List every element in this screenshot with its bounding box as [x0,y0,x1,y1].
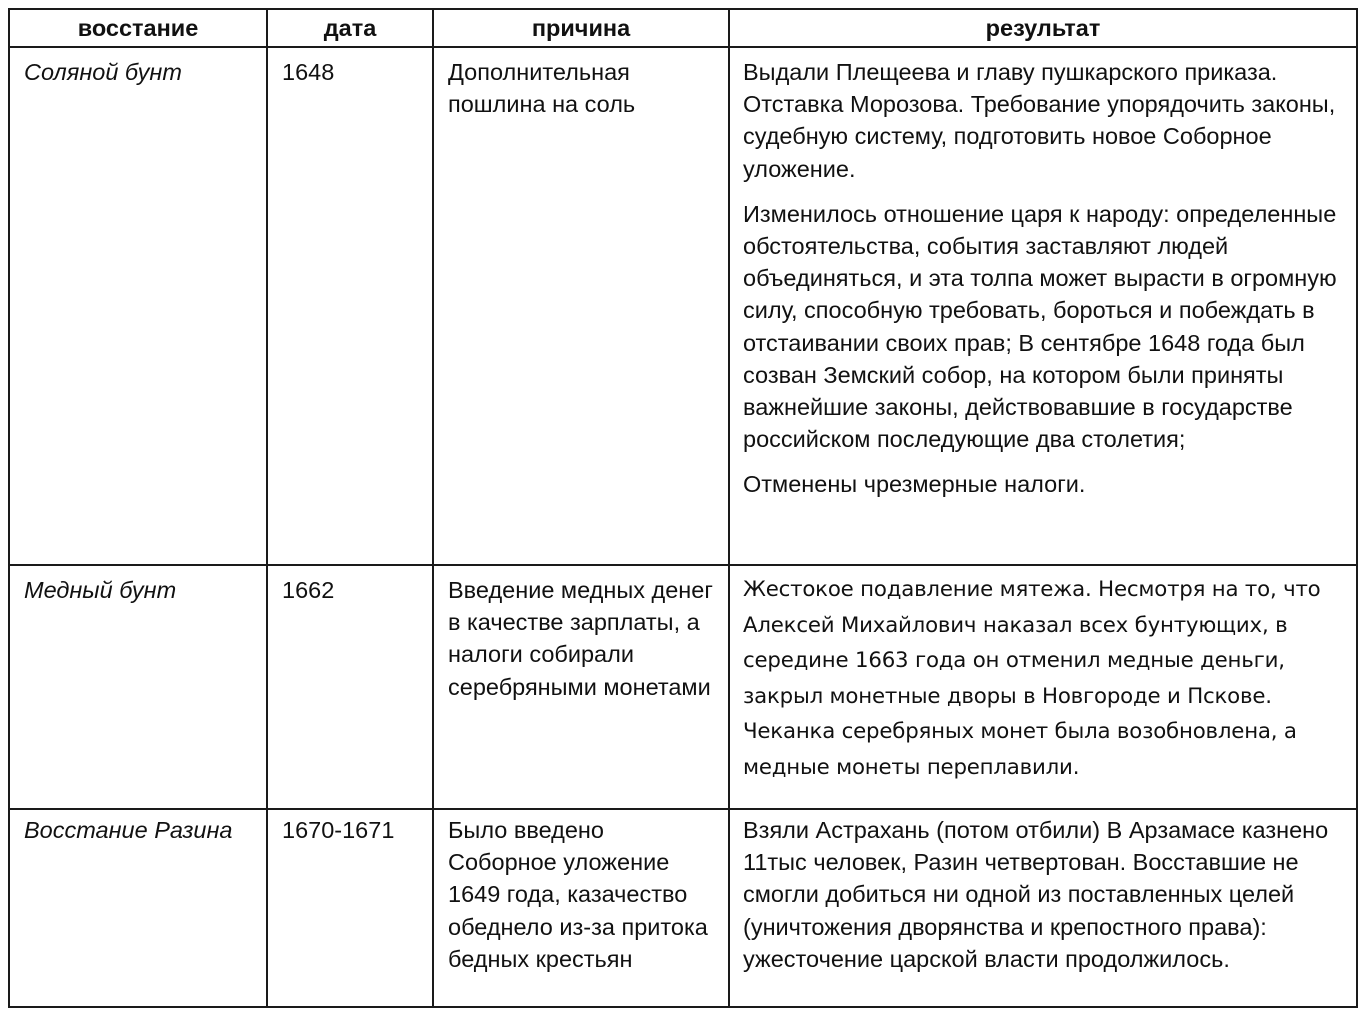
header-row [9,9,1357,47]
result-paragraph: Взяли Астрахань (потом отбили) В Арзамасе казнено 11тыс человек, Разин четвертован. Восставшие не смогли добиться ни одной из поставленных целей (уничтожения дворянства и крепостного права): ужесточение царской власти продолжилось. [743,817,1329,972]
result-paragraph: Жестокое подавление мятежа. Несмотря на то, что Алексей Михайлович наказал всех бунтующих, в середине 1663 года он отменил медные деньги, закрыл монетные дворы в Новгороде и Пскове. Чеканка серебряных монет была возобновлена, а медные монеты переплавили. [743,577,1321,780]
date-cell [267,809,433,1007]
result-paragraph: Отменены чрезмерные налоги. [743,471,1086,498]
table-row [9,809,1357,1007]
cause-cell [433,47,729,565]
uprisings-table [8,8,1358,1008]
uprising-cell [9,47,267,565]
result-cell [729,47,1357,565]
cause-cell [433,809,729,1007]
result-cell [729,565,1357,809]
uprising-date: 1670-1671 [282,817,395,843]
table-row [9,565,1357,809]
header-uprising: восстание [9,9,267,47]
uprising-name: Восстание Разина [24,817,233,843]
header-result: результат [729,9,1357,47]
uprising-date: 1648 [282,59,335,85]
cause-cell [433,565,729,809]
uprising-cell [9,809,267,1007]
date-cell [267,565,433,809]
result-paragraph: Изменилось отношение царя к народу: определенные обстоятельства, события заставляют людей объединяться, и эта толпа может вырасти в огромную силу, способную требовать, бороться и побеждать в отстаивании своих прав; В сентябре 1648 года был созван Земский собор, на котором были приняты важнейшие законы, действовавшие в государстве российском последующие два столетия; [743,200,1337,453]
uprising-name: Соляной бунт [24,59,182,85]
uprising-cause: Введение медных денег в качестве зарплаты, а налоги собирали серебряными монетами [448,577,713,700]
result-paragraph: Выдали Плещеева и главу пушкарского приказа. Отставка Морозова. Требование упорядочить законы, судебную систему, подготовить новое Соборное уложение. [743,59,1336,182]
uprising-name: Медный бунт [24,577,177,603]
header-cause: причина [433,9,729,47]
uprising-cause: Было введено Соборное уложение 1649 года, казачество обеднело из-за притока бедных крестьян [448,817,708,972]
date-cell [267,47,433,565]
uprising-date: 1662 [282,577,335,603]
table-row [9,47,1357,565]
header-date: дата [267,9,433,47]
uprising-cause: Дополнительная пошлина на соль [448,59,636,118]
uprising-cell [9,565,267,809]
result-cell [729,809,1357,1007]
